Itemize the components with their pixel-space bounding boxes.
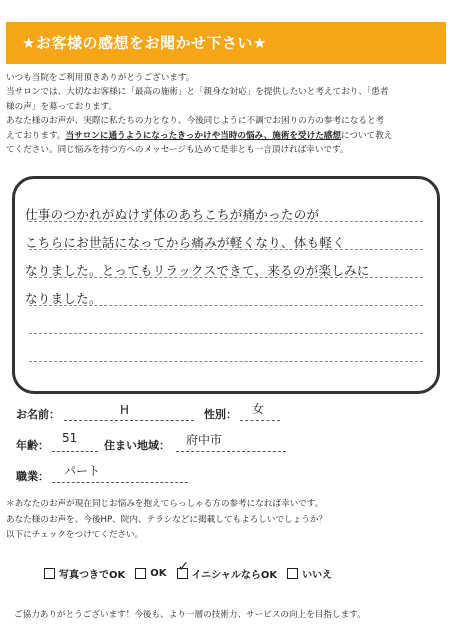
job-field-line [52, 482, 188, 483]
option-label: OK [150, 568, 167, 579]
ruled-line [29, 361, 423, 362]
intro-line: てください。同じ悩みを持つ方へのメッセージも込めて是非とも一言頂ければ幸いです。 [6, 145, 349, 156]
handwritten-comment-line: なりました。 [25, 291, 102, 306]
area-label: 住まい地域： [104, 439, 170, 452]
checkmark-icon: ✓ [177, 559, 190, 575]
name-field-line [64, 420, 194, 421]
gender-field[interactable]: 女 [252, 402, 265, 416]
intro-text-segment: について教え [341, 130, 393, 141]
checkbox[interactable] [135, 568, 146, 579]
permission-line: ＊あなたのお声が現在同じお悩みを抱えてらっしゃる方の参考になれば幸いです。 [6, 499, 324, 509]
page-title-banner [6, 22, 446, 64]
option-label: イニシャルならOK [191, 570, 278, 581]
checkbox[interactable] [44, 568, 55, 579]
gender-field-line [240, 420, 280, 421]
handwritten-comment-line: こちらにお世話になってから痛みが軽くなり、体も軽く [25, 235, 346, 250]
page-title: ★お客様の感想をお聞かせ下さい★ [22, 34, 267, 52]
checkbox[interactable] [287, 568, 298, 579]
intro-text-segment: えております。 [6, 130, 66, 141]
permission-options [44, 559, 342, 581]
option-initials-ok[interactable] [177, 559, 278, 581]
area-field-line [176, 451, 286, 452]
option-photo-ok[interactable] [44, 566, 125, 581]
area-field[interactable]: 府中市 [186, 433, 223, 447]
option-label: いいえ [302, 570, 333, 581]
age-field[interactable]: 51 [62, 431, 78, 445]
permission-line: あなた様のお声を、今後HP、院内、テラシなどに掲載してもよろしいでしょうか？ [6, 514, 328, 525]
intro-line [6, 129, 448, 143]
intro-text [6, 71, 448, 157]
intro-underlined-text: 当サロンに通うようになったきっかけや当時の悩み、施術を受けた感想 [65, 130, 341, 141]
intro-line: 様の声」を募っております。 [6, 101, 118, 112]
age-field-line [52, 451, 98, 452]
permission-text [6, 497, 448, 544]
job-label: 職業： [16, 470, 49, 483]
permission-line: 以下にチェックをつけてください。 [6, 530, 144, 540]
intro-line: あなた様のお声が、実際に私たちの力となり、今後同じように不調でお困りの方の参考になると考 [6, 116, 385, 127]
age-label: 年齢： [16, 439, 49, 452]
intro-line: いつも当院をご利用頂きありがとうございます。 [6, 73, 195, 83]
thanks-message: ご協力ありがとうございます！今後も、より一層の技術力、サービスの向上を目指します。 [14, 610, 366, 620]
gender-label: 性別： [204, 408, 237, 421]
comment-box[interactable] [12, 176, 440, 394]
job-field[interactable]: パート [64, 464, 101, 478]
name-field[interactable]: H [120, 403, 130, 417]
handwritten-comment-line: なりました。とってもリラックスできて、来るのが楽しみに [25, 263, 370, 278]
option-label: 写真つきでOK [59, 570, 126, 581]
ruled-line [29, 333, 423, 334]
option-ok[interactable] [135, 566, 166, 581]
name-label: お名前： [16, 408, 60, 421]
option-no[interactable] [287, 566, 332, 581]
intro-line: 当サロンでは、大切なお客様に「最高の施術」と「親身な対応」を提供したいと考えており、「患者 [6, 87, 389, 98]
handwritten-comment-line: 仕事のつかれがぬけず体のあちこちが痛かったのが [25, 207, 320, 222]
checkbox[interactable] [177, 559, 190, 579]
